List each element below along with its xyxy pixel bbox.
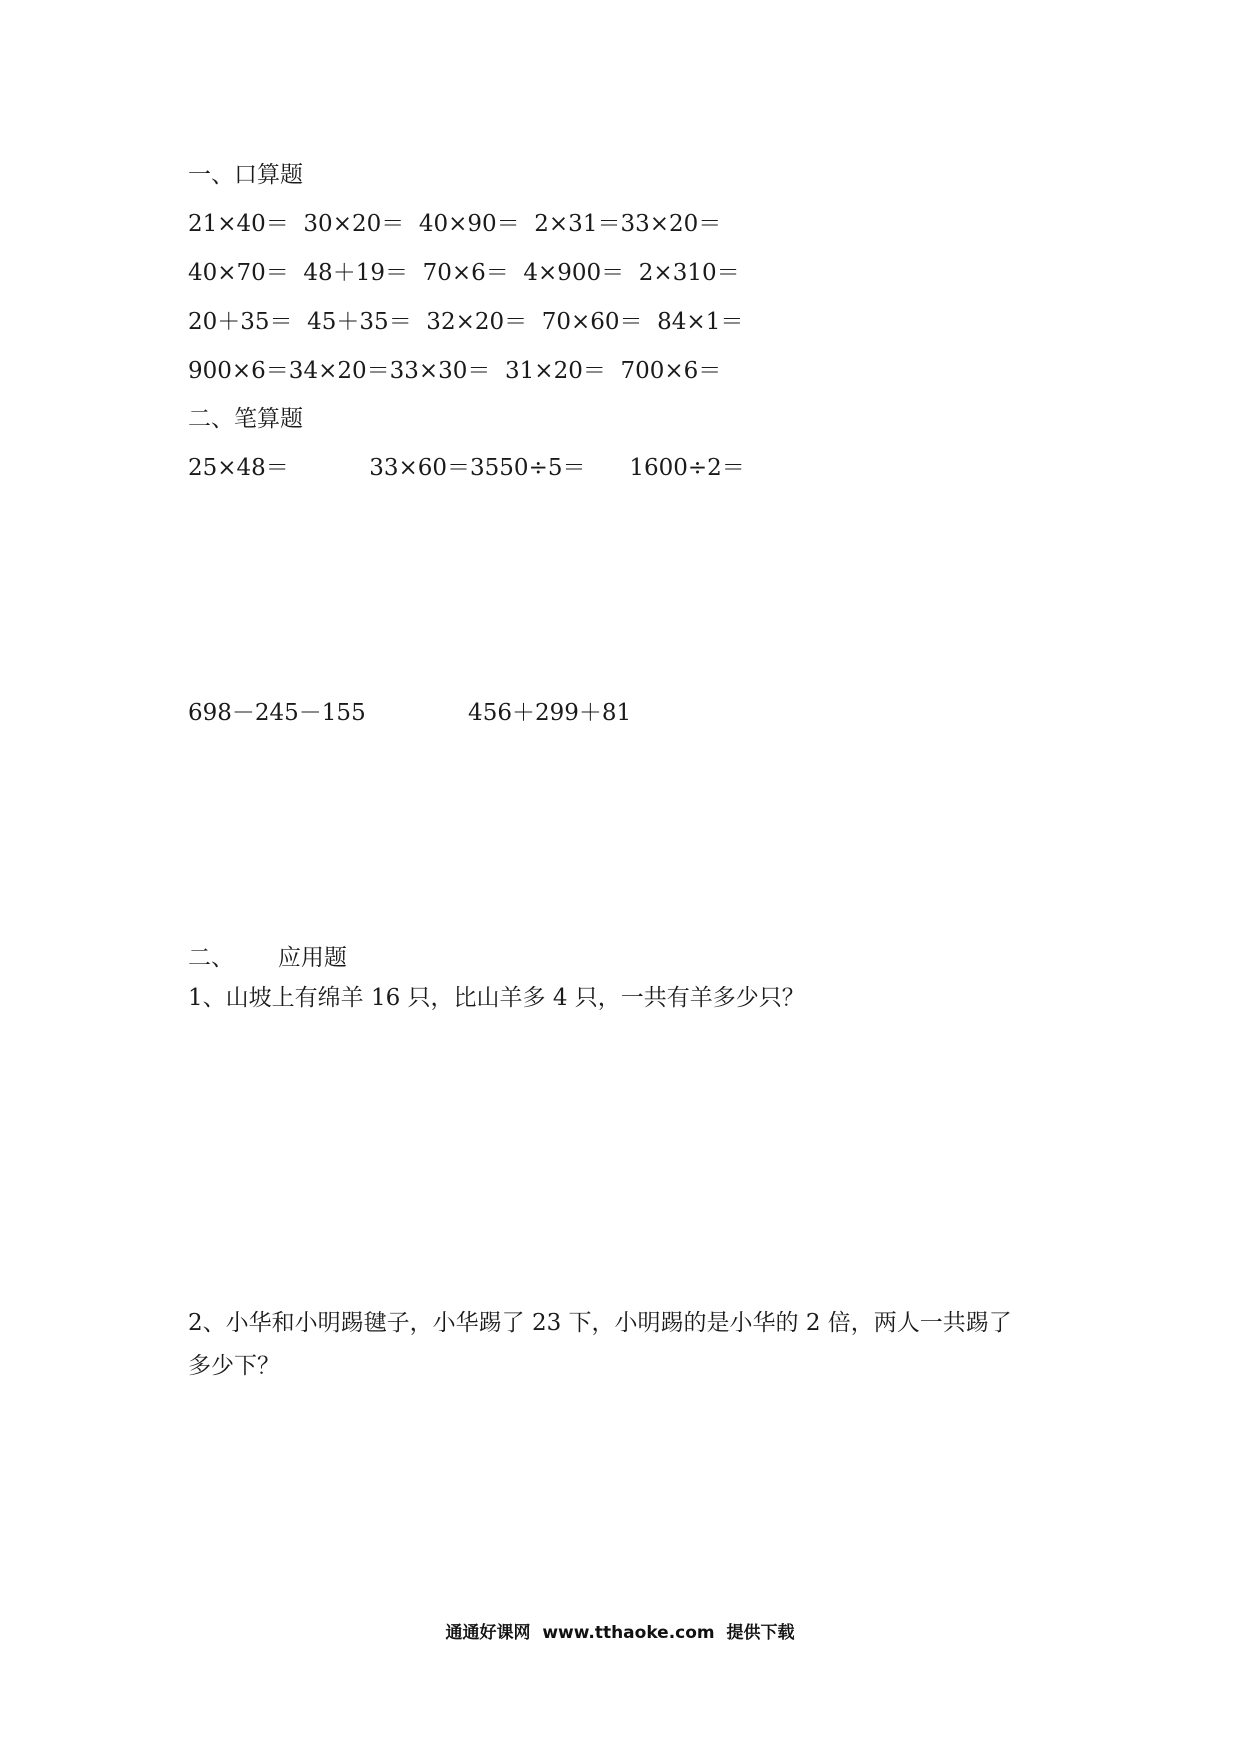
oral-row-1: 21×40＝ 30×20＝ 40×90＝ 2×31＝33×20＝ [188, 211, 722, 237]
question-1: 1、山坡上有绵羊 16 只，比山羊多 4 只，一共有羊多少只？ [188, 985, 805, 1011]
section3-title: 二、 应用题 [188, 945, 347, 971]
oral-row-2: 40×70＝ 48＋19＝ 70×6＝ 4×900＝ 2×310＝ [188, 260, 740, 286]
footer-credit: 通通好课网 www.tthaoke.com 提供下载 [445, 1623, 795, 1643]
oral-row-3: 20＋35＝ 45＋35＝ 32×20＝ 70×60＝ 84×1＝ [188, 309, 744, 335]
question-2-line-1: 2、小华和小明踢毽子，小华踢了 23 下，小明踢的是小华的 2 倍，两人一共踢了 [188, 1310, 1012, 1336]
oral-row-4: 900×6＝34×20＝33×30＝ 31×20＝ 700×6＝ [188, 358, 722, 384]
section2-title: 二、笔算题 [188, 406, 303, 432]
section1-title: 一、口算题 [188, 162, 303, 188]
written-row-1: 25×48＝ 33×60＝3550÷5＝ 1600÷2＝ [188, 455, 745, 481]
written-row-2: 698－245－155 456＋299＋81 [188, 700, 632, 726]
question-2-line-2: 多少下？ [188, 1353, 280, 1379]
